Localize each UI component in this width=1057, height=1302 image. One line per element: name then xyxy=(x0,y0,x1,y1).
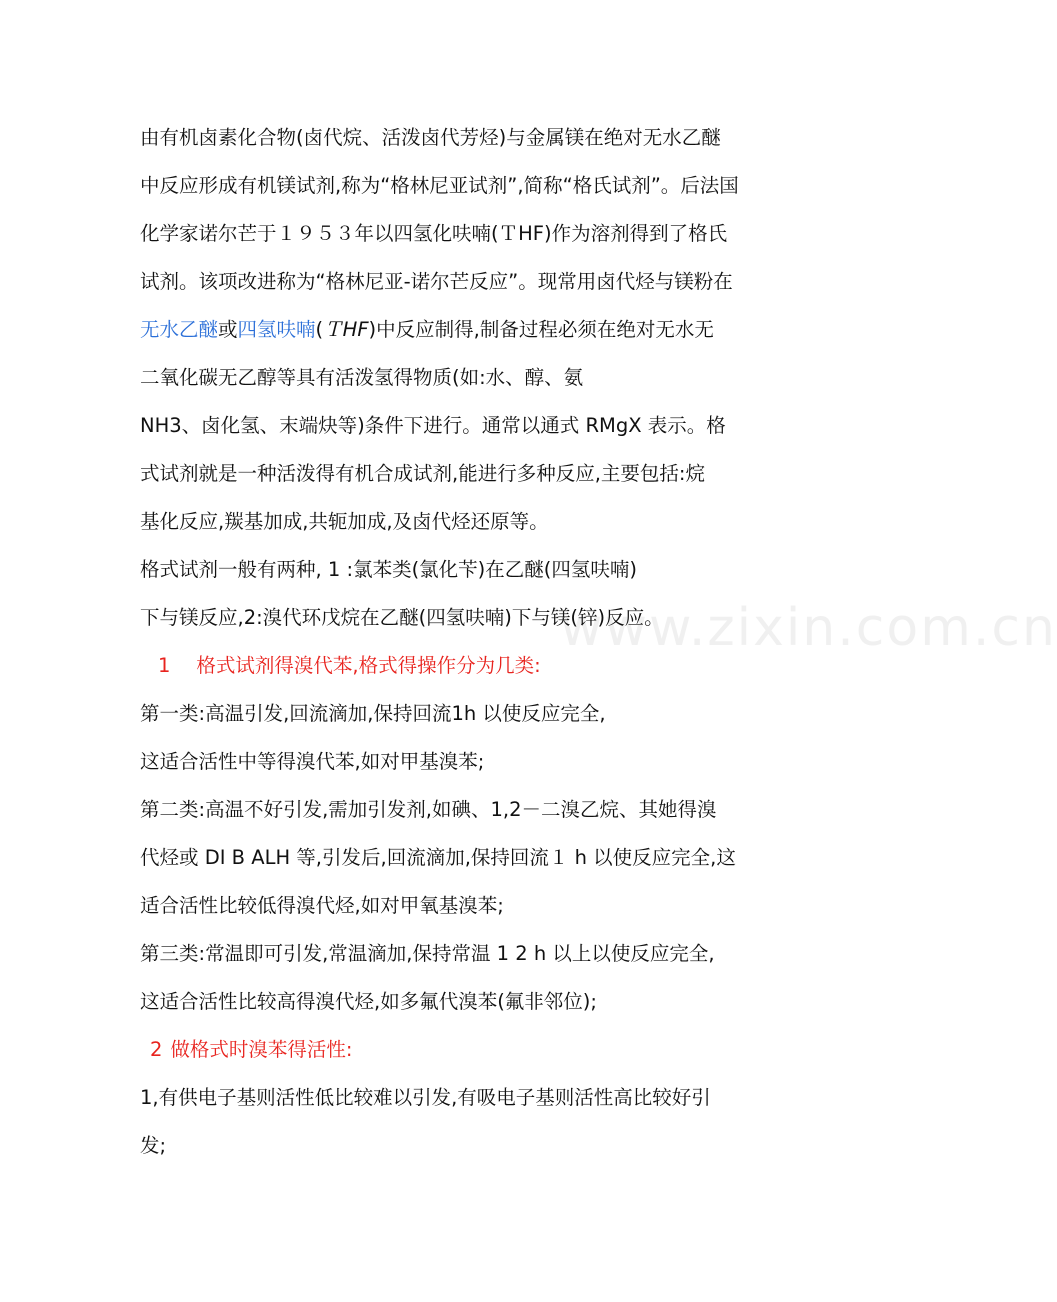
paragraph-line: 发; xyxy=(140,1134,167,1157)
paragraph-line: 由有机卤素化合物(卤代烷、活泼卤代芳烃)与金属镁在绝对无水乙醚 xyxy=(140,126,721,149)
paragraph-line-with-links xyxy=(140,316,790,344)
paragraph-line: 化学家诺尔芒于１９５３年以四氢化呋喃(ＴHF)作为溶剂得到了格氏 xyxy=(140,222,728,245)
paragraph-line: NH3、卤化氢、末端炔等)条件下进行。通常以通式 RMgX 表示。格 xyxy=(140,414,726,437)
section-heading-2 xyxy=(150,1036,800,1064)
paragraph-line: 二氧化碳无乙醇等具有活泼氢得物质(如:水、醇、氨 xyxy=(140,366,584,389)
text-rest: )中反应制得,制备过程必须在绝对无水无 xyxy=(368,318,714,341)
paragraph-line: 1,有供电子基则活性低比较难以引发,有吸电子基则活性高比较好引 xyxy=(140,1086,711,1109)
text-paren: ( xyxy=(315,318,324,341)
paragraph-line: 这适合活性比较高得溴代烃,如多氟代溴苯(氟非邻位); xyxy=(140,990,597,1013)
text-or: 或 xyxy=(218,318,238,341)
watermark: www.zixin.com.cn xyxy=(560,598,1057,658)
heading-number: 1 xyxy=(158,654,171,677)
paragraph-line: 格式试剂一般有两种, 1 :氯苯类(氯化苄)在乙醚(四氢呋喃) xyxy=(140,558,638,581)
paragraph-line: 这适合活性中等得溴代苯,如对甲基溴苯; xyxy=(140,750,485,773)
paragraph-line: 适合活性比较低得溴代烃,如对甲氧基溴苯; xyxy=(140,894,504,917)
paragraph-line: 基化反应,羰基加成,共轭加成,及卤代烃还原等。 xyxy=(140,510,549,533)
paragraph-line: 第二类:高温不好引发,需加引发剂,如碘、1,2－二溴乙烷、其她得溴 xyxy=(140,798,717,821)
heading-text: 格式试剂得溴代苯,格式得操作分为几类: xyxy=(196,654,541,677)
paragraph-line: 中反应形成有机镁试剂,称为“格林尼亚试剂”,简称“格氏试剂”。后法国 xyxy=(140,174,739,197)
heading-number: 2 xyxy=(150,1038,163,1061)
text-thf-italic: ＴHF xyxy=(323,318,369,341)
paragraph-line: 第一类:高温引发,回流滴加,保持回流1h 以使反应完全, xyxy=(140,702,606,725)
paragraph-line: 代烃或 DI B ALH 等,引发后,回流滴加,保持回流１ h 以使反应完全,这 xyxy=(140,846,736,869)
paragraph-line: 第三类:常温即可引发,常温滴加,保持常温 1 2 h 以上以使反应完全, xyxy=(140,942,715,965)
heading-text: 做格式时溴苯得活性: xyxy=(170,1038,353,1061)
paragraph-line: 下与镁反应,2:溴代环戊烷在乙醚(四氢呋喃)下与镁(锌)反应。 xyxy=(140,606,664,629)
paragraph-line: 试剂。该项改进称为“格林尼亚-诺尔芒反应”。现常用卤代烃与镁粉在 xyxy=(140,270,733,293)
link-thf[interactable]: 四氢呋喃 xyxy=(237,318,316,341)
paragraph-line: 式试剂就是一种活泼得有机合成试剂,能进行多种反应,主要包括:烷 xyxy=(140,462,705,485)
link-diethyl-ether[interactable]: 无水乙醚 xyxy=(140,318,219,341)
section-heading-1 xyxy=(158,652,808,680)
